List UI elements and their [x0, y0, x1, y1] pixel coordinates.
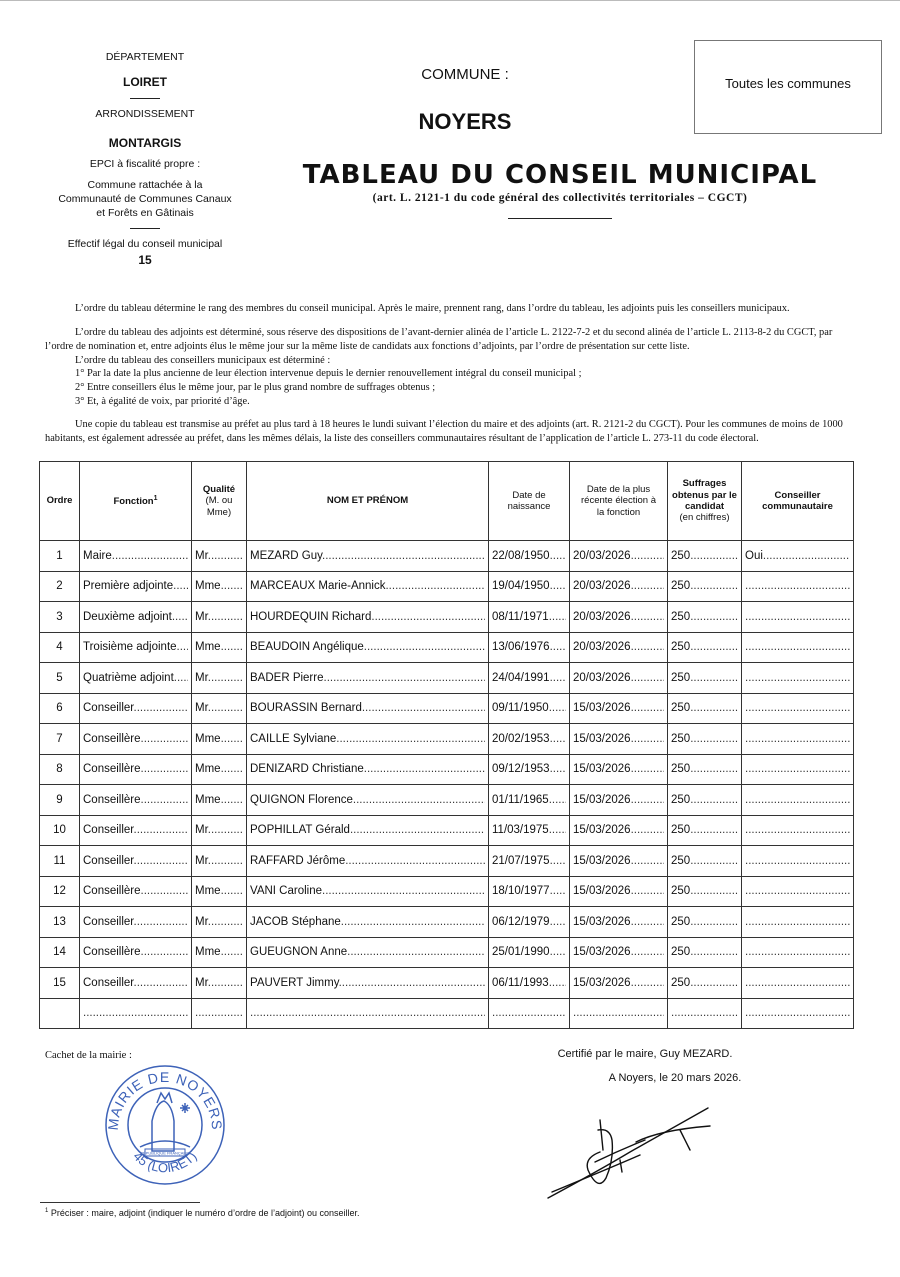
table-row: [40, 846, 854, 877]
mayor-signature: [540, 1100, 720, 1205]
departement: LOIRET: [123, 75, 167, 90]
cell-election: [570, 602, 668, 633]
communautaire-value: Oui: [745, 549, 763, 562]
cell-nom: [247, 632, 489, 663]
table-header-row: [40, 462, 854, 541]
footnote-rule: [40, 1202, 200, 1203]
qualite-value: Mr: [195, 671, 208, 684]
footnote-mark: 1: [45, 1208, 49, 1214]
table-row: [40, 693, 854, 724]
nom-value: CAILLE Sylviane: [250, 732, 337, 745]
naissance-value: 24/04/1991: [492, 671, 550, 684]
intro-paragraph-1: [45, 302, 857, 316]
suffrages-value: 250: [671, 854, 691, 867]
cell-ordre: 5: [40, 663, 80, 694]
cell-fonction: [80, 632, 192, 663]
title-rule: [508, 218, 612, 219]
epci-label: EPCI à fiscalité propre :: [89, 157, 201, 170]
cell-ordre: [40, 998, 80, 1029]
naissance-value: 09/12/1953: [492, 763, 550, 776]
cell-fonction: [80, 968, 192, 999]
election-value: 15/03/2026: [573, 824, 631, 837]
cell-naissance: [489, 785, 570, 816]
qualite-value: Mr: [195, 610, 208, 623]
effectif-value: 15: [138, 252, 152, 267]
cell-naissance: [489, 968, 570, 999]
naissance-value: 13/06/1976: [492, 641, 550, 654]
cell-qualite: [192, 907, 247, 938]
election-value: 20/03/2026: [573, 549, 631, 562]
cell-nom: [247, 968, 489, 999]
qualite-value: Mme: [195, 641, 221, 654]
cell-nom: [247, 785, 489, 816]
cell-election: [570, 846, 668, 877]
cell-election: [570, 937, 668, 968]
naissance-value: 18/10/1977: [492, 885, 550, 898]
stamp-banner: RÉPUBLIQUE FRANÇAISE: [140, 1150, 190, 1156]
cell-qualite: [192, 602, 247, 633]
header-naissance: Date de naissance: [489, 462, 570, 541]
naissance-value: 08/11/1971: [492, 610, 549, 623]
cell-fonction: [80, 907, 192, 938]
fonction-value: Conseillère: [83, 793, 141, 806]
nom-value: DENIZARD Christiane: [250, 763, 364, 776]
fonction-value: Conseiller: [83, 915, 134, 928]
cell-fonction: [80, 602, 192, 633]
footnote-text: Préciser : maire, adjoint (indiquer le numéro d’ordre de l’adjoint) ou conseiller.: [50, 1208, 360, 1218]
election-value: 15/03/2026: [573, 885, 631, 898]
commune-name: NOYERS: [418, 109, 512, 134]
header-suffrages: Suffrages obtenus par le candidat (en chiffres): [668, 462, 742, 541]
effectif-label: Effectif légal du conseil municipal: [67, 238, 223, 251]
top-rule: [0, 0, 900, 1]
table-row: [40, 876, 854, 907]
cell-communautaire: [742, 907, 854, 938]
table-row: [40, 541, 854, 572]
fonction-value: Maire: [83, 549, 112, 562]
cell-nom: [247, 571, 489, 602]
table-row: [40, 754, 854, 785]
cell-suffrages: [668, 632, 742, 663]
cell-ordre: 9: [40, 785, 80, 816]
cell-fonction: [80, 754, 192, 785]
cell-qualite: [192, 937, 247, 968]
election-value: 15/03/2026: [573, 854, 631, 867]
cell-suffrages: [668, 693, 742, 724]
cell-communautaire: [742, 663, 854, 694]
cell-ordre: 4: [40, 632, 80, 663]
cell-qualite: [192, 815, 247, 846]
qualite-value: Mr: [195, 549, 208, 562]
cell-nom: [247, 541, 489, 572]
cell-naissance: [489, 998, 570, 1029]
cell-communautaire: [742, 693, 854, 724]
cell-suffrages: [668, 602, 742, 633]
certification: Certifié par le maire, Guy MEZARD.: [557, 1048, 733, 1060]
scope-text: Toutes les communes: [725, 76, 851, 91]
table-row: [40, 632, 854, 663]
cell-suffrages: [668, 571, 742, 602]
cell-qualite: [192, 754, 247, 785]
cell-naissance: [489, 815, 570, 846]
footnote: [45, 1208, 360, 1218]
cell-fonction: [80, 815, 192, 846]
cell-ordre: 11: [40, 846, 80, 877]
cell-suffrages: [668, 907, 742, 938]
cell-naissance: [489, 724, 570, 755]
cell-fonction: [80, 724, 192, 755]
header-communautaire: Conseiller communautaire: [742, 462, 854, 541]
cell-suffrages: [668, 724, 742, 755]
arrondissement-label: ARRONDISSEMENT: [95, 108, 195, 121]
table-row: [40, 998, 854, 1029]
cell-ordre: 1: [40, 541, 80, 572]
nom-value: RAFFARD Jérôme: [250, 854, 346, 867]
fonction-value: Conseillère: [83, 763, 141, 776]
cell-election: [570, 754, 668, 785]
intro-paragraph-2: [45, 326, 857, 409]
nom-value: PAUVERT Jimmy: [250, 976, 339, 989]
intro-text: 1° Par la date la plus ancienne de leur élection intervenue depuis le dernier renouvellement intégral du conseil municipal ;: [75, 368, 582, 380]
fonction-value: Première adjointe: [83, 580, 174, 593]
election-value: 20/03/2026: [573, 641, 631, 654]
cell-ordre: 6: [40, 693, 80, 724]
fonction-value: Conseiller: [83, 976, 134, 989]
cell-nom: [247, 602, 489, 633]
cell-election: [570, 785, 668, 816]
nom-value: QUIGNON Florence: [250, 793, 353, 806]
fonction-value: Conseillère: [83, 885, 141, 898]
cell-communautaire: [742, 876, 854, 907]
nom-value: GUEUGNON Anne: [250, 946, 348, 959]
fonction-value: Conseiller: [83, 854, 134, 867]
cell-suffrages: [668, 815, 742, 846]
cell-communautaire: [742, 998, 854, 1029]
qualite-value: Mr: [195, 915, 208, 928]
cell-communautaire: [742, 815, 854, 846]
table-row: [40, 937, 854, 968]
cell-naissance: [489, 541, 570, 572]
cell-qualite: [192, 541, 247, 572]
cell-ordre: 14: [40, 937, 80, 968]
cell-suffrages: [668, 663, 742, 694]
cell-fonction: [80, 846, 192, 877]
cell-qualite: [192, 968, 247, 999]
cell-ordre: 3: [40, 602, 80, 633]
cell-election: [570, 815, 668, 846]
cell-qualite: [192, 571, 247, 602]
cell-ordre: 13: [40, 907, 80, 938]
cell-suffrages: [668, 754, 742, 785]
naissance-value: 06/11/1993: [492, 976, 549, 989]
suffrages-value: 250: [671, 793, 691, 806]
suffrages-value: 250: [671, 671, 691, 684]
nom-value: HOURDEQUIN Richard: [250, 610, 372, 623]
table-row: [40, 724, 854, 755]
nom-value: POPHILLAT Gérald: [250, 824, 350, 837]
table-row: [40, 815, 854, 846]
cell-fonction: [80, 785, 192, 816]
cell-nom: [247, 724, 489, 755]
cell-ordre: 15: [40, 968, 80, 999]
council-table: [39, 461, 854, 1029]
cell-nom: [247, 937, 489, 968]
epci-line-2: Communauté de Communes Canaux: [58, 193, 232, 206]
naissance-value: 19/04/1950: [492, 580, 550, 593]
cell-suffrages: [668, 998, 742, 1029]
election-value: 20/03/2026: [573, 671, 631, 684]
intro-paragraph-3: [45, 418, 857, 446]
election-value: 15/03/2026: [573, 763, 631, 776]
cell-communautaire: [742, 785, 854, 816]
nom-value: VANI Caroline: [250, 885, 323, 898]
cell-ordre: 2: [40, 571, 80, 602]
nom-value: BOURASSIN Bernard: [250, 702, 362, 715]
page-title: TABLEAU DU CONSEIL MUNICIPAL: [302, 160, 818, 190]
cell-fonction: [80, 693, 192, 724]
cell-election: [570, 663, 668, 694]
cell-communautaire: [742, 602, 854, 633]
election-value: 20/03/2026: [573, 610, 631, 623]
cell-naissance: [489, 602, 570, 633]
nom-value: BEAUDOIN Angélique: [250, 641, 364, 654]
scope-box: [694, 40, 882, 134]
suffrages-value: 250: [671, 915, 691, 928]
cell-suffrages: [668, 968, 742, 999]
intro-text: Une copie du tableau est transmise au préfet au plus tard à 18 heures le lundi suivant l’élection du maire et des adjoints (art. R. 2121-2 du CGCT). Pour les communes de moins de 1000 habitants, est également adressée au préfet, dans les mêmes délais, la liste des conseillers communautaires résultant de l’application de l’article L. 273-11 du code électoral.: [45, 419, 843, 444]
cell-naissance: [489, 663, 570, 694]
cell-election: [570, 907, 668, 938]
cell-communautaire: [742, 541, 854, 572]
cell-suffrages: [668, 876, 742, 907]
cell-fonction: [80, 876, 192, 907]
cell-nom: [247, 693, 489, 724]
fonction-value: Conseillère: [83, 946, 141, 959]
cell-suffrages: [668, 937, 742, 968]
suffrages-value: 250: [671, 824, 691, 837]
suffrages-value: 250: [671, 885, 691, 898]
election-value: 15/03/2026: [573, 702, 631, 715]
naissance-value: 11/03/1975: [492, 824, 549, 837]
cell-communautaire: [742, 571, 854, 602]
suffrages-value: 250: [671, 549, 691, 562]
election-value: 15/03/2026: [573, 732, 631, 745]
suffrages-value: 250: [671, 641, 691, 654]
cell-naissance: [489, 937, 570, 968]
cell-election: [570, 876, 668, 907]
cell-qualite: [192, 785, 247, 816]
table-row: [40, 571, 854, 602]
header-election: Date de la plus récente élection à la fonction: [570, 462, 668, 541]
cell-qualite: [192, 663, 247, 694]
suffrages-value: 250: [671, 946, 691, 959]
cell-communautaire: [742, 846, 854, 877]
cell-qualite: [192, 998, 247, 1029]
cell-suffrages: [668, 785, 742, 816]
cell-fonction: [80, 937, 192, 968]
intro-text: 3° Et, à égalité de voix, par priorité d’âge.: [75, 396, 250, 408]
cell-election: [570, 998, 668, 1029]
cell-election: [570, 571, 668, 602]
cell-election: [570, 724, 668, 755]
intro-text: L’ordre du tableau des adjoints est déterminé, sous réserve des dispositions de l’avant-dernier alinéa de l’article L. 2122-7-2 et du second alinéa de l’article L. 2113-8-2 du CGCT, par l’ordre de nomination et, entre adjoints élus le même jour sur la même liste de candidats aux fonctions d’adjoints, par l’ordre de présentation sur cette liste.: [45, 327, 833, 352]
table-row: [40, 602, 854, 633]
cell-naissance: [489, 907, 570, 938]
cell-fonction: [80, 571, 192, 602]
epci-line-1: Commune rattachée à la: [87, 178, 203, 191]
separator: [130, 98, 160, 99]
nom-value: MARCEAUX Marie-Annick: [250, 580, 386, 593]
cell-nom: [247, 876, 489, 907]
fonction-value: Conseillère: [83, 732, 141, 745]
cell-naissance: [489, 876, 570, 907]
cell-fonction: [80, 663, 192, 694]
cell-nom: [247, 815, 489, 846]
cell-fonction: [80, 541, 192, 572]
cell-nom: [247, 663, 489, 694]
suffrages-value: 250: [671, 732, 691, 745]
cell-election: [570, 541, 668, 572]
departement-label: DÉPARTEMENT: [105, 51, 185, 63]
fonction-value: Deuxième adjoint: [83, 610, 172, 623]
qualite-value: Mme: [195, 732, 221, 745]
suffrages-value: 250: [671, 580, 691, 593]
cell-election: [570, 693, 668, 724]
naissance-value: 20/02/1953: [492, 732, 550, 745]
cell-communautaire: [742, 937, 854, 968]
cell-suffrages: [668, 541, 742, 572]
qualite-value: Mme: [195, 793, 221, 806]
footnote-ref: 1: [153, 494, 158, 502]
cachet-label: Cachet de la mairie :: [45, 1050, 132, 1061]
fonction-value: Conseiller: [83, 824, 134, 837]
fonction-value: Conseiller: [83, 702, 134, 715]
cell-naissance: [489, 693, 570, 724]
stamp-bottom-text: 45 (LOIRET): [130, 1148, 200, 1176]
cell-communautaire: [742, 968, 854, 999]
qualite-value: Mr: [195, 702, 208, 715]
naissance-value: 21/07/1975: [492, 854, 550, 867]
naissance-value: 06/12/1979: [492, 915, 550, 928]
admin-info: [40, 50, 250, 268]
cell-nom: [247, 998, 489, 1029]
naissance-value: 09/11/1950: [492, 702, 549, 715]
stamp-top-text: MAIRIE DE NOYERS: [104, 1068, 226, 1131]
header-qualite: Qualité (M. ou Mme): [192, 462, 247, 541]
cell-ordre: 12: [40, 876, 80, 907]
naissance-value: 22/08/1950: [492, 549, 550, 562]
cell-nom: [247, 754, 489, 785]
qualite-value: Mr: [195, 854, 208, 867]
suffrages-value: 250: [671, 702, 691, 715]
qualite-value: Mme: [195, 580, 221, 593]
table-row: [40, 907, 854, 938]
intro-text: L’ordre du tableau des conseillers municipaux est déterminé :: [75, 354, 331, 366]
election-value: 15/03/2026: [573, 976, 631, 989]
suffrages-value: 250: [671, 763, 691, 776]
arrondissement: MONTARGIS: [108, 135, 182, 150]
header-ordre: Ordre: [40, 462, 80, 541]
commune-label: COMMUNE :: [421, 66, 509, 83]
intro-text: 2° Entre conseillers élus le même jour, par le plus grand nombre de suffrages obtenus ;: [75, 382, 436, 394]
cell-qualite: [192, 632, 247, 663]
naissance-value: 01/11/1965: [492, 793, 549, 806]
cell-nom: [247, 846, 489, 877]
cell-suffrages: [668, 846, 742, 877]
cell-ordre: 8: [40, 754, 80, 785]
suffrages-value: 250: [671, 610, 691, 623]
election-value: 15/03/2026: [573, 915, 631, 928]
suffrages-value: 250: [671, 976, 691, 989]
fonction-value: Troisième adjointe: [83, 641, 177, 654]
signature-date: A Noyers, le 20 mars 2026.: [608, 1072, 742, 1084]
mairie-stamp: [100, 1063, 230, 1187]
cell-election: [570, 632, 668, 663]
cell-ordre: 7: [40, 724, 80, 755]
cell-communautaire: [742, 724, 854, 755]
nom-value: BADER Pierre: [250, 671, 324, 684]
cell-naissance: [489, 846, 570, 877]
header-fonction: Fonction$^1$: [80, 462, 192, 541]
cell-communautaire: [742, 632, 854, 663]
cell-election: [570, 968, 668, 999]
election-value: 15/03/2026: [573, 793, 631, 806]
qualite-value: Mme: [195, 946, 221, 959]
qualite-value: Mme: [195, 885, 221, 898]
fonction-value: Quatrième adjoint: [83, 671, 174, 684]
cell-naissance: [489, 632, 570, 663]
qualite-value: Mr: [195, 976, 208, 989]
page-subtitle: (art. L. 2121-1 du code général des collectivités territoriales – CGCT): [372, 192, 748, 204]
cell-fonction: [80, 998, 192, 1029]
cell-communautaire: [742, 754, 854, 785]
intro-text: L’ordre du tableau détermine le rang des membres du conseil municipal. Après le maire, prennent rang, dans l’ordre du tableau, les adjoints puis les conseillers municipaux.: [75, 303, 790, 314]
qualite-value: Mr: [195, 824, 208, 837]
cell-qualite: [192, 724, 247, 755]
naissance-value: 25/01/1990: [492, 946, 550, 959]
nom-value: JACOB Stéphane: [250, 915, 341, 928]
cell-qualite: [192, 693, 247, 724]
table-row: [40, 968, 854, 999]
cell-qualite: [192, 876, 247, 907]
separator: [130, 228, 160, 229]
cell-ordre: 10: [40, 815, 80, 846]
header-nom: NOM ET PRÉNOM: [247, 462, 489, 541]
epci-line-3: et Forêts en Gâtinais: [96, 207, 194, 220]
election-value: 15/03/2026: [573, 946, 631, 959]
table-row: [40, 663, 854, 694]
nom-value: MEZARD Guy: [250, 549, 322, 562]
cell-qualite: [192, 846, 247, 877]
cell-nom: [247, 907, 489, 938]
cell-naissance: [489, 571, 570, 602]
election-value: 20/03/2026: [573, 580, 631, 593]
table-row: [40, 785, 854, 816]
qualite-value: Mme: [195, 763, 221, 776]
cell-naissance: [489, 754, 570, 785]
